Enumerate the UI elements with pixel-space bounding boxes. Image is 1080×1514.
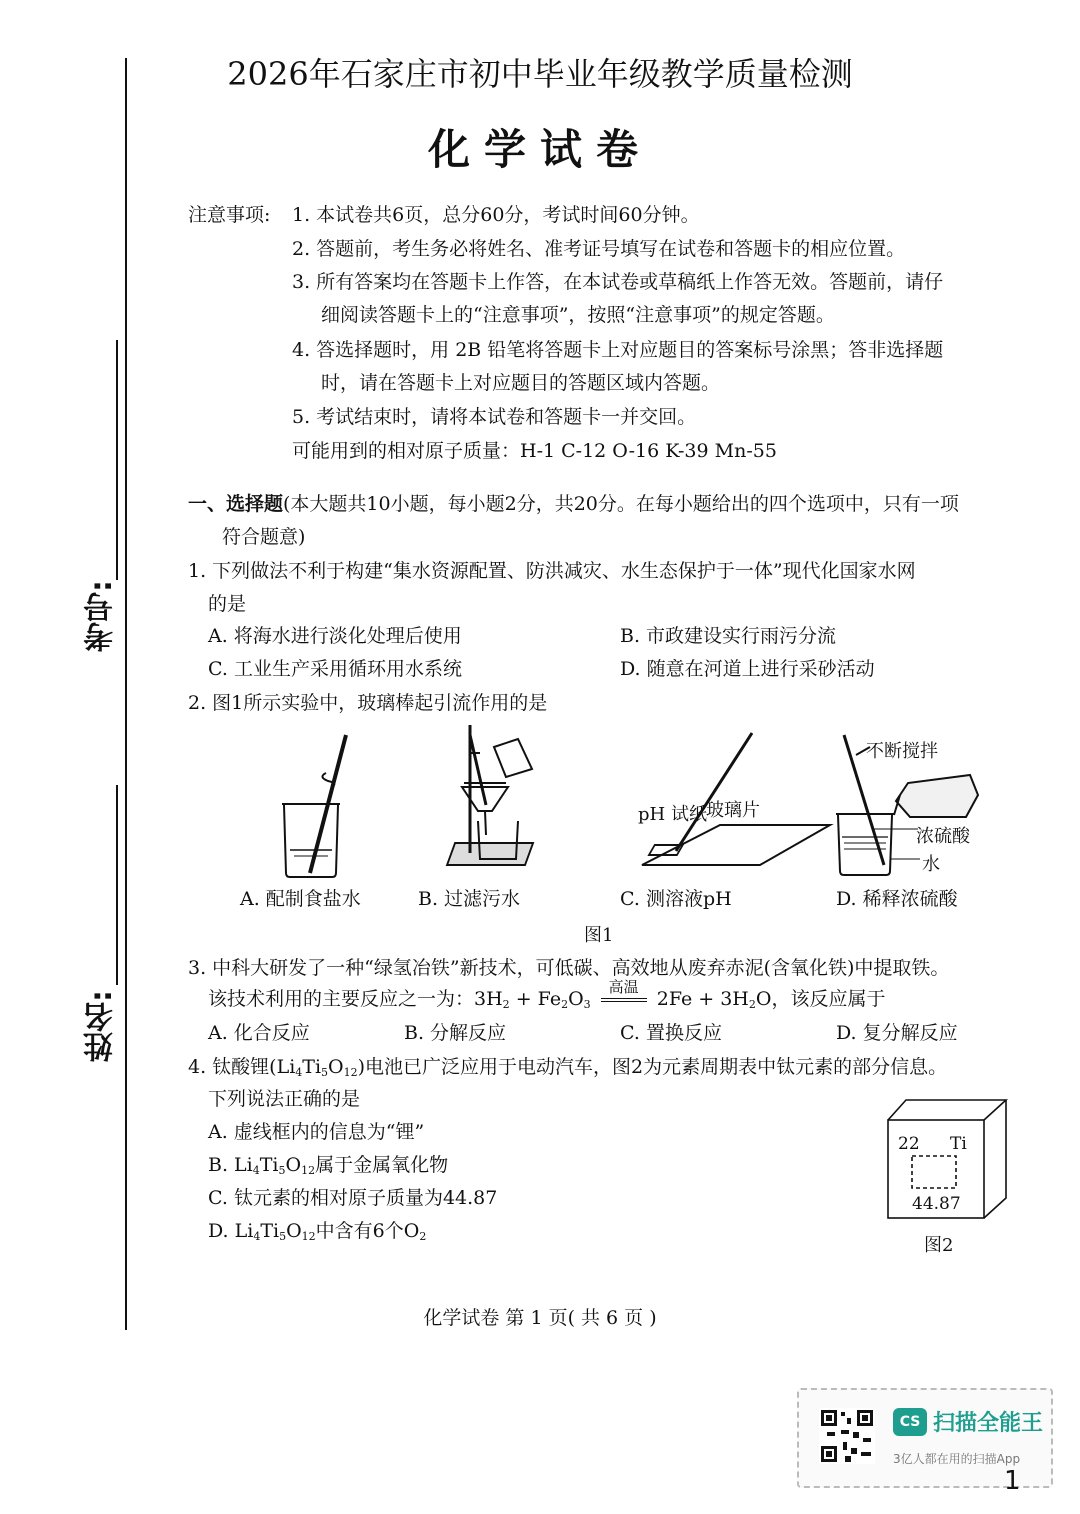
section-desc-cont: 符合题意)	[222, 526, 306, 548]
q4-option-b[interactable]: B. $Li_4Ti_5O_{12}$属于金属氧化物	[208, 1154, 449, 1177]
q4-option-d[interactable]: D. $Li_4Ti_5O_{12}$中含有6个$O_2$	[208, 1220, 427, 1243]
element-symbol: Ti	[950, 1134, 967, 1154]
q4-stem-cont: 下列说法正确的是	[208, 1088, 361, 1110]
notice-item-4: 4. 答选择题时，用 2B 铅笔将答题卡上对应题目的答案标号涂黑；答非选择题	[292, 339, 944, 361]
q3-option-c[interactable]: C. 置换反应	[620, 1022, 722, 1044]
reaction-condition: 高温	[608, 978, 639, 996]
q4-option-c[interactable]: C. 钛元素的相对原子质量为44.87	[208, 1187, 498, 1209]
scanner-app-name: 扫描全能王	[933, 1411, 1044, 1436]
qr-code-icon	[819, 1408, 875, 1464]
name-field[interactable]	[116, 785, 118, 985]
notice-item-2: 2. 答题前，考生务必将姓名、准考证号填写在试卷和答题卡的相应位置。	[292, 238, 906, 260]
label-keep-stirring: 不断搅拌	[866, 741, 938, 762]
q2-option-c[interactable]: C. 测溶液pH	[620, 888, 732, 910]
q3-option-b[interactable]: B. 分解反应	[404, 1022, 507, 1044]
notice-item-4-cont: 时，请在答题卡上对应题目的答题区域内答题。	[321, 372, 721, 394]
q4-option-a[interactable]: A. 虚线框内的信息为“锂”	[208, 1121, 425, 1143]
binding-line	[125, 58, 127, 1330]
q3-option-a[interactable]: A. 化合反应	[208, 1022, 310, 1044]
notice-item-3: 3. 所有答案均在答题卡上作答，在本试卷或草稿纸上作答无效。答题前，请仔	[292, 271, 944, 293]
q1-option-a[interactable]: A. 将海水进行淡化处理后使用	[208, 625, 462, 647]
exam-title: 2026年石家庄市初中毕业年级教学质量检测	[227, 55, 853, 93]
notice-item-1: 1. 本试卷共6页，总分60分，考试时间60分钟。	[292, 204, 700, 226]
element-atomic-number: 22	[898, 1134, 920, 1154]
q1-stem: 1. 下列做法不利于构建“集水资源配置、防洪减灾、水生态保护于一体”现代化国家水网	[188, 560, 916, 582]
q2-option-a[interactable]: A. 配制食盐水	[240, 888, 361, 910]
notice-item-3-cont: 细阅读答题卡上的“注意事项”，按照“注意事项”的规定答题。	[321, 304, 835, 326]
q1-option-b[interactable]: B. 市政建设实行雨污分流	[620, 625, 837, 647]
subject-title: 化学试卷	[427, 125, 652, 174]
filtration-drawing	[447, 725, 533, 865]
notice-item-5: 5. 考试结束时，请将本试卷和答题卡一并交回。	[292, 406, 697, 428]
name-label: 姓名:	[84, 990, 119, 1062]
exam-no-field[interactable]	[116, 340, 118, 580]
q3-equation-line: 该技术利用的主要反应之一为：$3H_2 + Fe_2O_3$ 高温 $2Fe + 3H_2O$，该反应属于	[208, 987, 885, 1017]
q2-option-b[interactable]: B. 过滤污水	[418, 888, 521, 910]
section-desc: (本大题共10小题，每小题2分，共20分。在每小题给出的四个选项中，只有一项	[283, 493, 959, 515]
label-glass-slide: 玻璃片	[706, 800, 760, 821]
label-ph-paper: pH 试纸	[638, 804, 707, 825]
beaker-stirring-drawing	[282, 735, 346, 877]
figure-1-caption: 图1	[584, 925, 614, 946]
q2-stem: 2. 图1所示实验中，玻璃棒起引流作用的是	[188, 692, 548, 714]
label-conc-sulfuric-acid: 浓硫酸	[916, 826, 970, 847]
corner-page-number: 1	[1004, 1466, 1021, 1496]
q4-stem: 4. 钛酸锂$(Li_4Ti_5O_{12})$电池已广泛应用于电动汽车，图2为元素周期表中钛元素的部分信息。	[188, 1056, 948, 1079]
exam-no-label: 考号:	[84, 580, 119, 652]
label-water: 水	[922, 854, 940, 875]
figure-2-caption: 图2	[924, 1235, 954, 1256]
section-heading: 一、选择题	[188, 493, 284, 515]
q2-option-d[interactable]: D. 稀释浓硫酸	[836, 888, 958, 910]
camscanner-logo-icon: CS	[893, 1408, 927, 1436]
q1-stem-cont: 的是	[208, 593, 247, 615]
notice-label: 注意事项:	[188, 204, 271, 226]
scanner-tagline: 3亿人都在用的扫描App	[893, 1452, 1021, 1466]
q3-stem: 3. 中科大研发了一种“绿氢冶铁”新技术，可低碳、高效地从废弃赤泥(含氧化铁)中提取铁。	[188, 957, 950, 979]
q3-option-d[interactable]: D. 复分解反应	[836, 1022, 958, 1044]
q1-option-c[interactable]: C. 工业生产采用循环用水系统	[208, 658, 462, 680]
element-atomic-mass: 44.87	[912, 1194, 961, 1214]
atomic-masses: 可能用到的相对原子质量：H-1 C-12 O-16 K-39 Mn-55	[292, 440, 777, 462]
page-footer: 化学试卷 第 1 页( 共 6 页 )	[423, 1307, 657, 1329]
q1-option-d[interactable]: D. 随意在河道上进行采砂活动	[620, 658, 875, 680]
